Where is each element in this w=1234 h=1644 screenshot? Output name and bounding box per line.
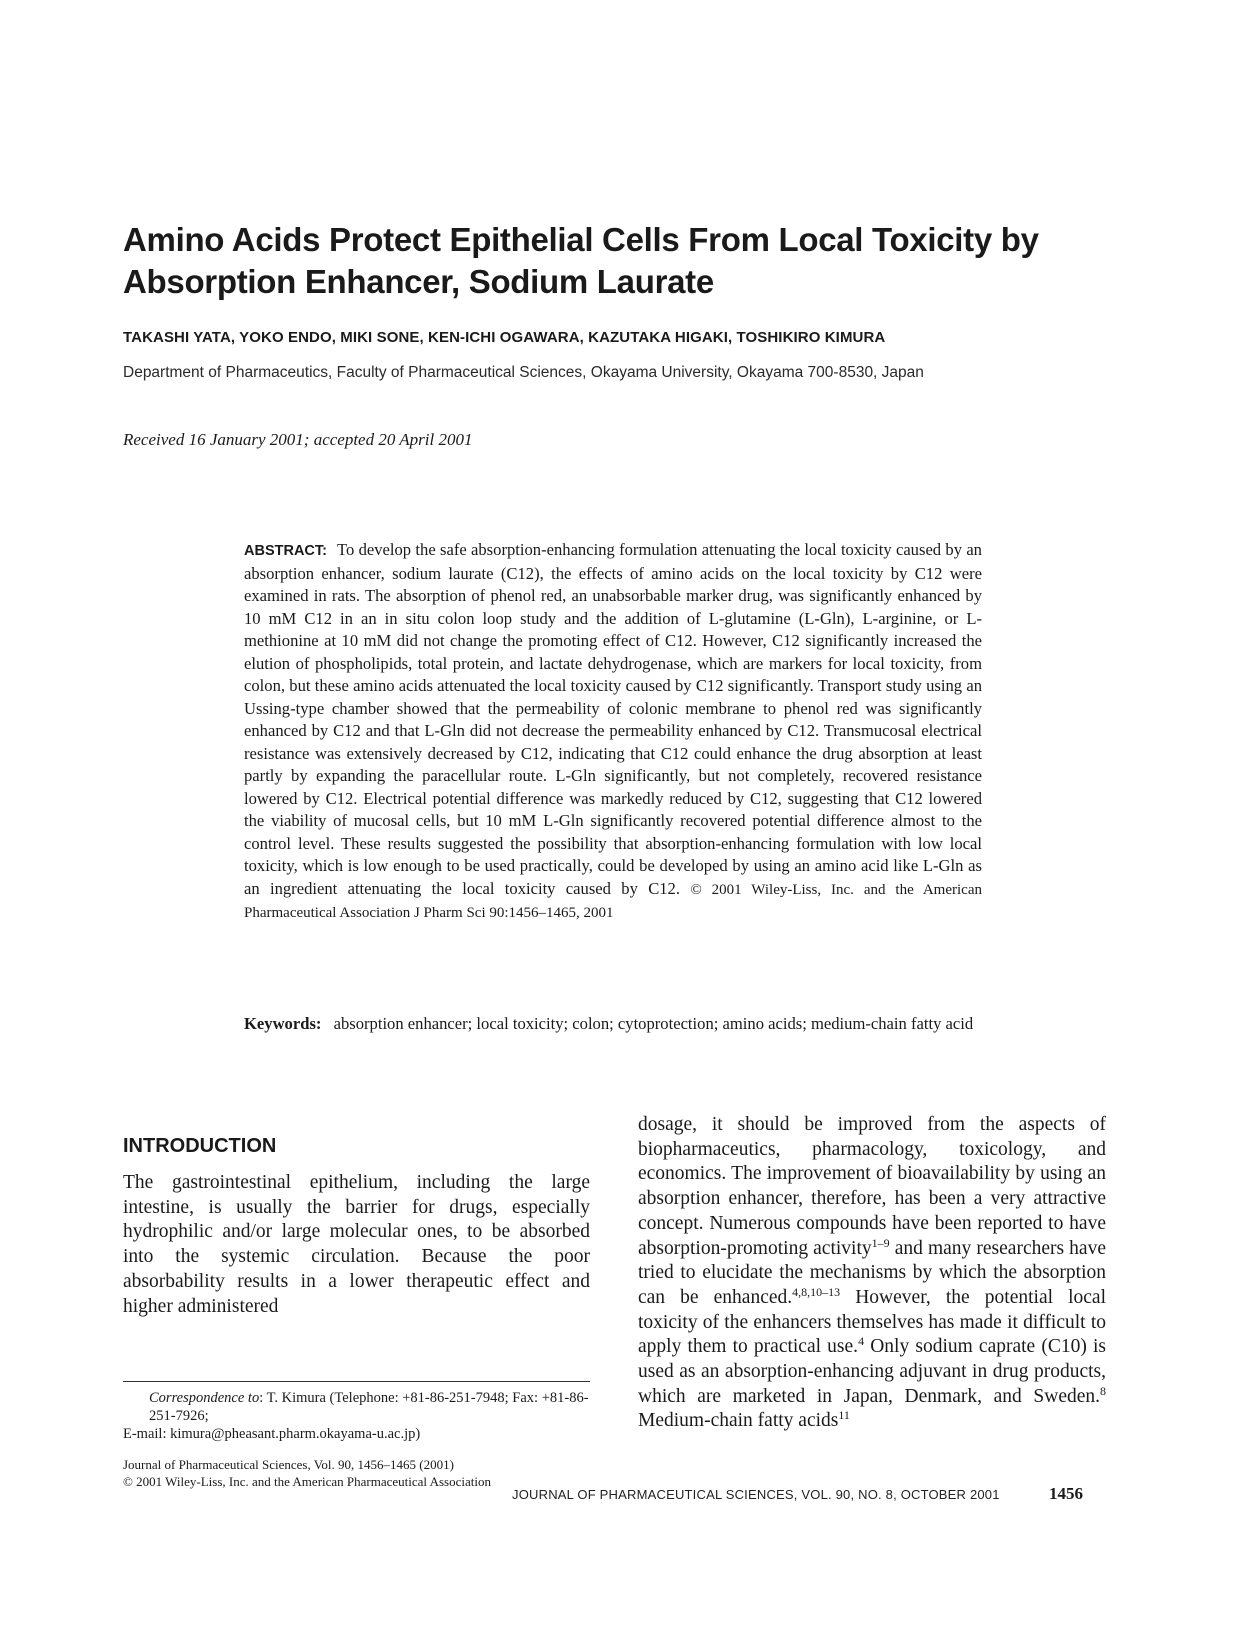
keywords-label: Keywords:: [244, 1014, 322, 1033]
citation-ref: 11: [838, 1408, 850, 1423]
intro-text-part5: Medium-chain fatty acids: [638, 1410, 839, 1432]
intro-text-part4: Only sodium caprate (C10) is used as an absorption-enhancing adjuvant in drug products, which are marketed in Japan, Denmark, and Sweden.: [638, 1336, 1106, 1407]
abstract-copyright: © 2001 Wiley-Liss, Inc. and the American Pharmaceutical Association J Pharm Sci 90:1456–1465, 2001: [244, 881, 982, 921]
affiliation: Department of Pharmaceutics, Faculty of Pharmaceutical Sciences, Okayama University, Okayama 700-8530, Japan: [123, 364, 924, 381]
intro-text-part1: dosage, it should be improved from the aspects of biopharmaceutics, pharmacology, toxicology, and economics. The improvement of bioavailability by using an absorption enhancer, therefore, has been a very attractive concept. Numerous compounds have been reported to have absorption-promoting activity: [638, 1114, 1106, 1259]
citation-ref: 4: [858, 1334, 865, 1349]
running-footer: JOURNAL OF PHARMACEUTICAL SCIENCES, VOL. 90, NO. 8, OCTOBER 2001: [512, 1487, 1000, 1502]
journal-copyright-line: © 2001 Wiley-Liss, Inc. and the American Pharmaceutical Association: [123, 1473, 491, 1489]
footnote-divider: [123, 1381, 590, 1382]
citation-ref: 1–9: [871, 1235, 890, 1250]
citation-ref: 4,8,10–13: [792, 1284, 841, 1299]
page-number: 1456: [1049, 1484, 1083, 1503]
abstract: [244, 539, 982, 925]
correspondence-footnote: [123, 1389, 590, 1443]
abstract-text: To develop the safe absorption-enhancing formulation attenuating the local toxicity caused by an absorption enhancer, sodium laurate (C12), the effects of amino acids on the local toxicity by C12 were examined in rats. The absorption of phenol red, an unabsorbable marker drug, was significantly enhanced by 10 mM C12 in an in situ colon loop study and the addition of L-glutamine (L-Gln), L-arginine, or L-methionine at 10 mM did not change the promoting effect of C12. However, C12 significantly increased the elution of phospholipids, total protein, and lactate dehydrogenase, which are markers for local toxicity, from colon, but these amino acids attenuated the local toxicity caused by C12 significantly. Transport study using an Ussing-type chamber showed that the permeability of colonic membrane to phenol red was significantly enhanced by C12 and that L-Gln did not decrease the permeability enhanced by C12. Transmucosal electrical resistance was extensively decreased by C12, indicating that C12 could enhance the drug absorption at least partly by expanding the paracellular route. L-Gln significantly, but not completely, recovered resistance lowered by C12. Electrical potential difference was markedly reduced by C12, suggesting that C12 lowered the viability of mucosal cells, but 10 mM L-Gln significantly recovered potential difference almost to the control level. These results suggested the possibility that absorption-enhancing formulation with low local toxicity, which is low enough to be used practically, could be developed by using an amino acid like L-Gln as an ingredient attenuating the local toxicity caused by C12.: [244, 540, 982, 898]
correspondence-line: [123, 1389, 590, 1425]
journal-citation-note: [123, 1457, 590, 1490]
introduction-heading: INTRODUCTION: [123, 1134, 277, 1157]
keywords: [244, 1013, 982, 1036]
keywords-text: absorption enhancer; local toxicity; colon; cytoprotection; amino acids; medium-chain fatty acid: [333, 1014, 974, 1033]
correspondence-label: Correspondence to: [149, 1390, 260, 1406]
abstract-label: ABSTRACT:: [244, 543, 327, 559]
received-dates: Received 16 January 2001; accepted 20 April 2001: [123, 430, 473, 449]
introduction-left-column: The gastrointestinal epithelium, including the large intestine, is usually the barrier for drugs, especially hydrophilic and/or large molecular ones, to be absorbed into the systemic circulation. Because the poor absorbability results in a lower therapeutic effect and higher administered: [123, 1172, 590, 1317]
journal-citation-line: Journal of Pharmaceutical Sciences, Vol. 90, 1456–1465 (2001): [123, 1457, 454, 1472]
intro-text-part3: However, the potential local toxicity of the enhancers themselves has made it difficult to apply them to practical use.: [638, 1286, 1106, 1358]
correspondence-email: E-mail: kimura@pheasant.pharm.okayama-u.ac.jp): [123, 1426, 421, 1442]
introduction-right-column: [638, 1113, 1106, 1434]
article-title: Amino Acids Protect Epithelial Cells From Local Toxicity by Absorption Enhancer, Sodium Laurate: [123, 221, 1039, 301]
correspondence-text: : T. Kimura (Telephone: +81-86-251-7948; Fax: +81-86-251-7926;: [149, 1390, 589, 1424]
intro-text-part2: and many researchers have tried to elucidate the mechanisms by which the absorption can be enhanced.: [638, 1237, 1106, 1308]
citation-ref: 8: [1100, 1383, 1106, 1398]
author-list: TAKASHI YATA, YOKO ENDO, MIKI SONE, KEN-ICHI OGAWARA, KAZUTAKA HIGAKI, TOSHIKIRO KIMURA: [123, 329, 886, 346]
